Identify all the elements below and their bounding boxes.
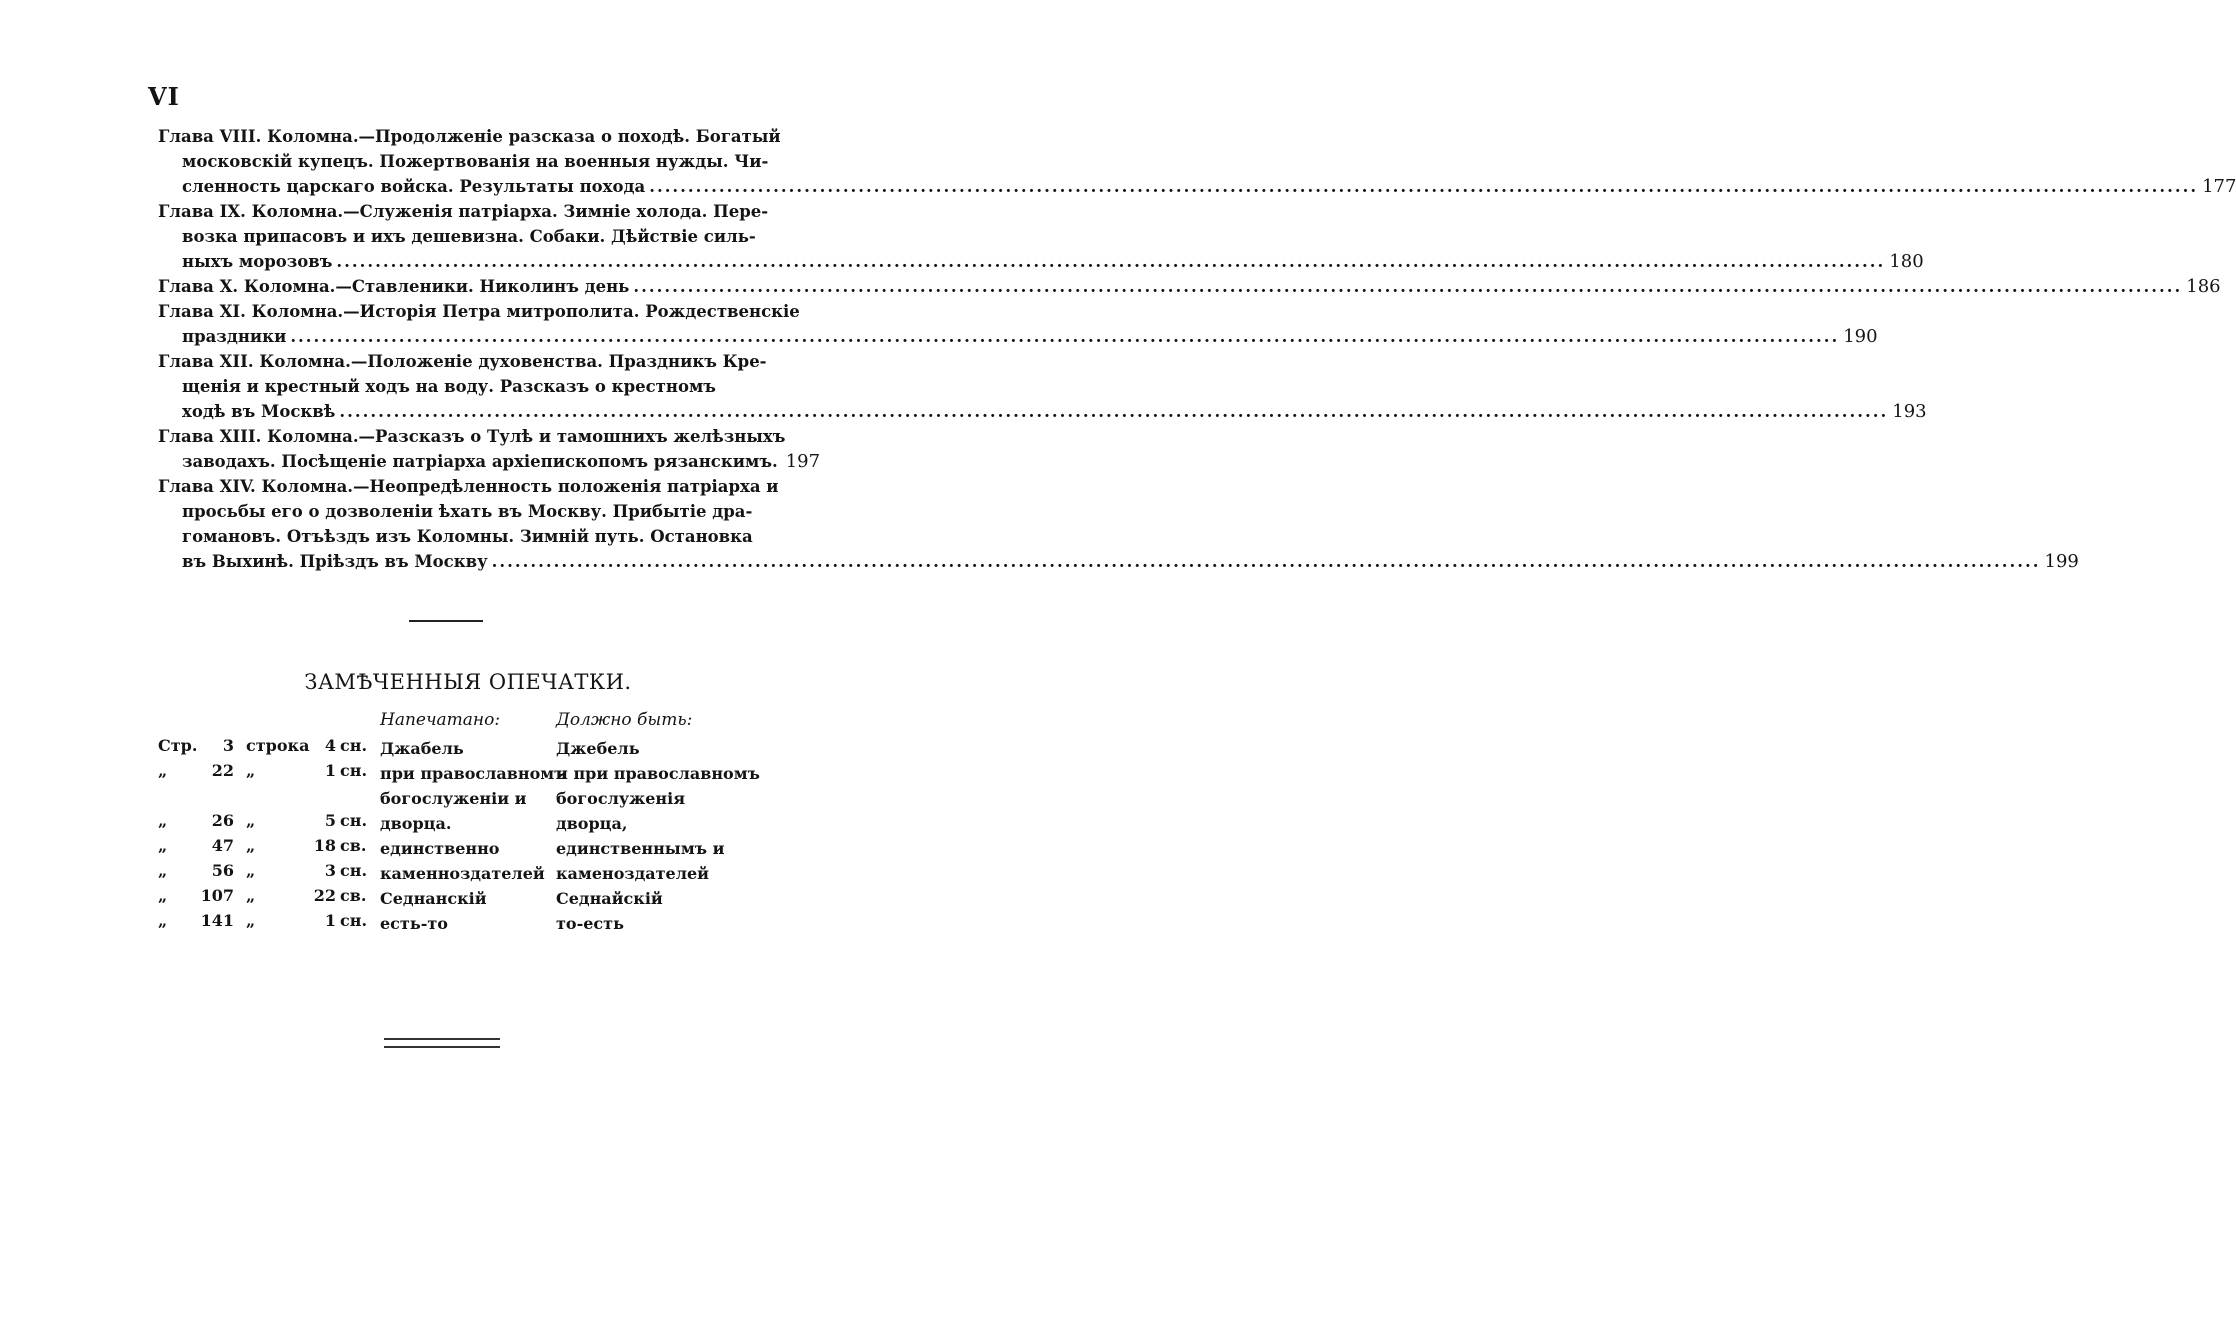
toc-line: [158, 199, 769, 224]
toc-line: [158, 474, 779, 499]
errata-printed-text: единственно: [380, 839, 500, 858]
toc-leader-dots: ........................................................................................................................................................................................................: [633, 277, 2183, 296]
errata-printed-cell: [380, 811, 451, 836]
toc-line-text: Глава IX. Коломна.—Служенія патріарха. Зимніе холода. Пере-: [158, 202, 769, 221]
errata-header-row: [158, 710, 758, 736]
toc-line-text: заводахъ. Посѣщеніе патріарха архіепископомъ рязанскимъ.: [182, 452, 778, 471]
toc-line-text: Глава VIII. Коломна.—Продолженіе разсказа о походѣ. Богатый: [158, 127, 781, 146]
errata-title: ЗАМѢЧЕННЫЯ ОПЕЧАТКИ.: [304, 670, 632, 694]
errata-row: [158, 811, 758, 836]
toc-line-text: Глава X. Коломна.—Ставленики. Николинъ день: [158, 277, 630, 296]
toc-entry: [158, 199, 1924, 274]
errata-dir-cell: св.: [340, 886, 367, 905]
toc-entry: [158, 424, 821, 474]
errata-printed-text: есть-то: [380, 914, 448, 933]
toc-line-text: ходѣ въ Москвѣ: [182, 402, 336, 421]
errata-page-cell: 3: [222, 736, 234, 755]
toc-line: [158, 174, 2236, 199]
errata-word-cell: „: [246, 761, 256, 780]
errata-line-cell: 1: [324, 911, 336, 930]
toc-line: [158, 274, 2221, 299]
toc-leader-dots: ........................................................................................................................................................................................................: [491, 552, 2041, 571]
col-printed-header: Напечатано:: [380, 710, 501, 730]
errata-printed-cell: [380, 861, 545, 886]
errata-correct-cell: [556, 761, 760, 811]
errata-line-cell: 18: [313, 836, 336, 855]
toc-page-number: 177: [2202, 176, 2236, 197]
toc-line: [158, 124, 781, 149]
errata-word-cell: „: [246, 861, 256, 880]
errata-printed-text: Седнанскій: [380, 889, 487, 908]
errata-str-cell: „: [158, 761, 168, 780]
toc-entry: [158, 274, 2221, 299]
errata-row: [158, 911, 758, 936]
errata-row: [158, 861, 758, 886]
toc-line-text: сленность царскаго войска. Результаты похода: [182, 177, 646, 196]
errata-row: [158, 761, 758, 811]
toc-line-text: щенія и крестный ходъ на воду. Разсказъ о крестномъ: [182, 377, 716, 396]
divider-rule: [409, 620, 483, 622]
page-number: VI: [148, 82, 180, 111]
errata-correct-text: единственнымъ и: [556, 839, 725, 858]
errata-printed-cell: [380, 886, 487, 911]
errata-correct-cell: [556, 836, 724, 861]
errata-str-cell: „: [158, 836, 168, 855]
errata-correct-cell: [556, 886, 663, 911]
errata-str-cell: „: [158, 911, 168, 930]
toc-line-text: Глава XIII. Коломна.—Разсказъ о Тулѣ и тамошнихъ желѣзныхъ: [158, 427, 786, 446]
errata-printed-text: Джабель: [380, 739, 464, 758]
errata-correct-text: и при православномъ: [556, 764, 760, 783]
errata-word-cell: строка: [246, 736, 310, 755]
errata-page-cell: 56: [211, 861, 234, 880]
errata-page-cell: 22: [211, 761, 234, 780]
toc-line: [158, 149, 769, 174]
errata-correct-text: богослуженія: [556, 789, 686, 808]
errata-table: [158, 710, 758, 936]
errata-dir-cell: сн.: [340, 736, 368, 755]
errata-str-cell: „: [158, 811, 168, 830]
errata-printed-text: дворца.: [380, 814, 452, 833]
errata-correct-text: каменоздателей: [556, 864, 710, 883]
errata-dir-cell: сн.: [340, 811, 368, 830]
errata-dir-cell: св.: [340, 836, 367, 855]
toc-leader-dots: ........................................................................................................................................................................................................: [336, 252, 1886, 271]
toc-line: [158, 349, 767, 374]
toc-line-text: просьбы его о дозволеніи ѣхать въ Москву. Прибытіе дра-: [182, 502, 753, 521]
toc-page-number: 193: [1892, 401, 1927, 422]
errata-correct-text: Джебель: [556, 739, 640, 758]
toc-leader-dots: ........................................................................................................................................................................................................: [339, 402, 1889, 421]
toc-entry: [158, 124, 2236, 199]
errata-printed-cell: [380, 911, 448, 936]
toc-leader-dots: ........................................................................................................................................................................................................: [290, 327, 1840, 346]
errata-str-cell: Стр.: [158, 736, 198, 755]
errata-row: [158, 886, 758, 911]
errata-page-cell: 26: [211, 811, 234, 830]
errata-row: [158, 736, 758, 761]
toc-line: [158, 524, 753, 549]
toc-line: [158, 374, 738, 399]
toc-entry: [158, 349, 1927, 424]
toc-line-text: Глава XIV. Коломна.—Неопредѣленность положенія патріарха и: [158, 477, 779, 496]
toc-line: [158, 549, 2079, 574]
errata-page-cell: 141: [200, 911, 234, 930]
errata-str-cell: „: [158, 861, 168, 880]
errata-correct-text: Седнайскій: [556, 889, 663, 908]
errata-printed-text: богослуженіи и: [380, 789, 527, 808]
toc-line-text: ныхъ морозовъ: [182, 252, 333, 271]
errata-printed-cell: [380, 736, 464, 761]
errata-correct-cell: [556, 861, 709, 886]
toc-leader-dots: ........................................................................................................................................................................................................: [649, 177, 2199, 196]
errata-word-cell: „: [246, 811, 256, 830]
errata-correct-text: дворца,: [556, 814, 628, 833]
double-divider-rule: [384, 1038, 500, 1048]
toc-line-text: возка припасовъ и ихъ дешевизна. Собаки. Дѣйствіе силь-: [182, 227, 756, 246]
toc-line: [158, 224, 756, 249]
errata-row: [158, 836, 758, 861]
errata-line-cell: 4: [324, 736, 336, 755]
toc-line-text: Глава XI. Коломна.—Исторія Петра митрополита. Рождественскіе: [158, 302, 800, 321]
errata-line-cell: 5: [324, 811, 336, 830]
errata-printed-cell: [380, 761, 566, 811]
toc-entry: [158, 299, 1878, 349]
toc-line-text: праздники: [182, 327, 287, 346]
errata-line-cell: 22: [313, 886, 336, 905]
toc-line: [158, 249, 1924, 274]
errata-str-cell: „: [158, 886, 168, 905]
toc-line: [158, 399, 1927, 424]
toc-line: [158, 449, 821, 474]
errata-dir-cell: сн.: [340, 861, 368, 880]
errata-correct-cell: [556, 911, 624, 936]
table-of-contents: [158, 124, 2236, 574]
errata-page-cell: 47: [211, 836, 234, 855]
toc-page-number: 199: [2044, 551, 2079, 572]
toc-line-text: Глава XII. Коломна.—Положеніе духовенства. Праздникъ Кре-: [158, 352, 767, 371]
toc-entry: [158, 474, 2079, 574]
toc-line: [158, 299, 800, 324]
errata-correct-text: то-есть: [556, 914, 624, 933]
errata-dir-cell: сн.: [340, 911, 368, 930]
toc-line-text: московскій купецъ. Пожертвованія на военныя нужды. Чи-: [182, 152, 769, 171]
toc-line-text: въ Выхинѣ. Пріѣздъ въ Москву: [182, 552, 488, 571]
col-correct-header: Должно быть:: [556, 710, 693, 730]
toc-page-number: 190: [1843, 326, 1878, 347]
toc-line: [158, 424, 786, 449]
errata-correct-cell: [556, 736, 640, 761]
errata-correct-cell: [556, 811, 627, 836]
toc-page-number: 180: [1889, 251, 1924, 272]
errata-printed-text: каменноздателей: [380, 864, 545, 883]
toc-page-number: 197: [785, 451, 821, 472]
errata-dir-cell: сн.: [340, 761, 368, 780]
errata-word-cell: „: [246, 886, 256, 905]
errata-word-cell: „: [246, 836, 256, 855]
toc-line-text: гомановъ. Отъѣздъ изъ Коломны. Зимній путь. Остановка: [182, 527, 753, 546]
errata-page-cell: 107: [200, 886, 234, 905]
toc-page-number: 186: [2186, 276, 2221, 297]
errata-printed-text: при православномъ: [380, 764, 567, 783]
toc-line: [158, 499, 753, 524]
errata-word-cell: „: [246, 911, 256, 930]
errata-printed-cell: [380, 836, 499, 861]
errata-line-cell: 1: [324, 761, 336, 780]
errata-line-cell: 3: [324, 861, 336, 880]
toc-line: [158, 324, 1878, 349]
